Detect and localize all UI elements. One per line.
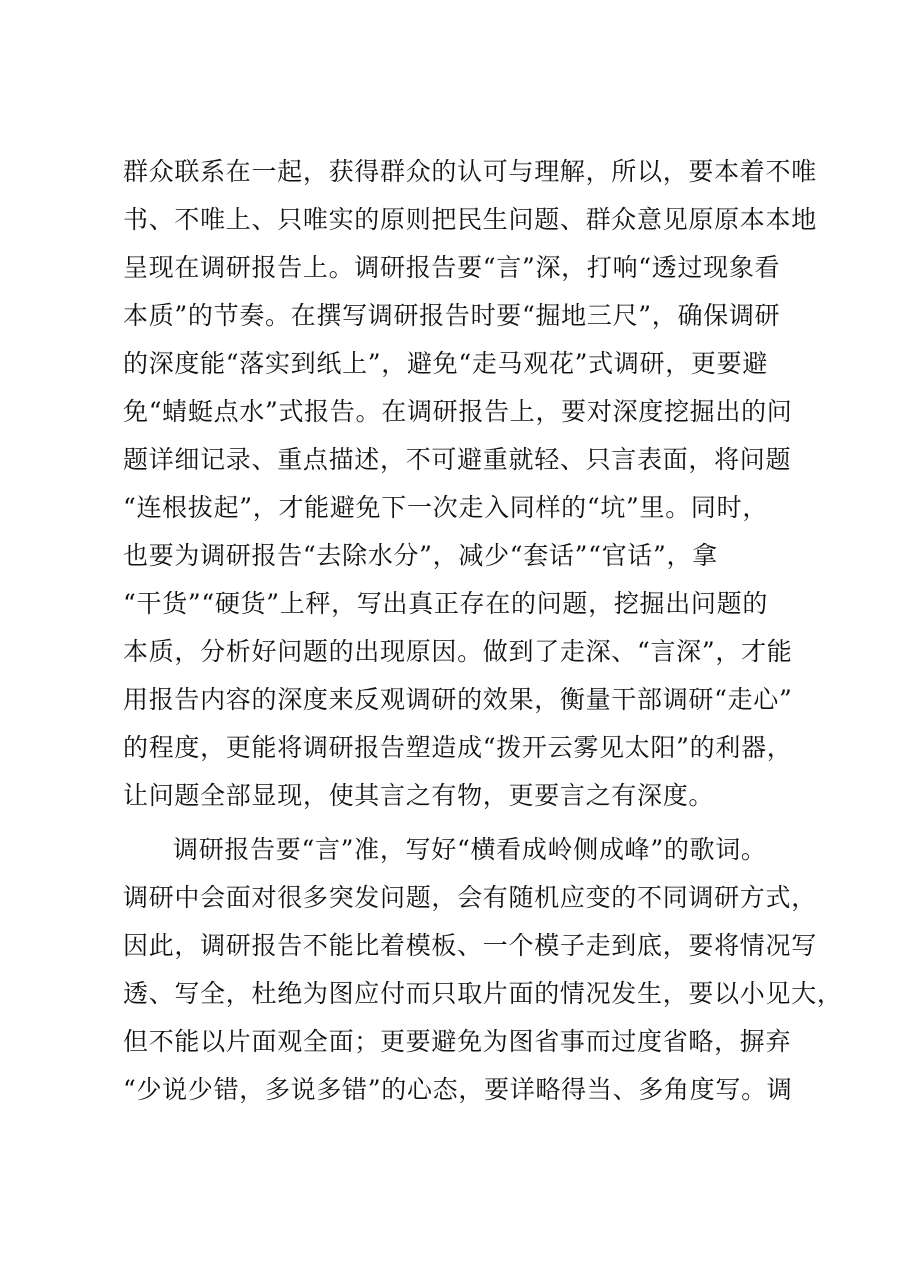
paragraph-1-line: 的程度，更能将调研报告塑造成“拨开云雾见太阳”的利器， bbox=[123, 733, 793, 762]
paragraph-1-line: “干货”“硬货”上秤，写出真正存在的问题，挖掘出问题的 bbox=[123, 589, 769, 618]
paragraph-1 bbox=[123, 148, 817, 820]
document-body bbox=[123, 148, 843, 1114]
paragraph-1-line: “连根拔起”，才能避免下一次走入同样的“坑”里。同时， bbox=[123, 493, 769, 522]
paragraph-1-line: 题详细记录、重点描述，不可避重就轻、只言表面，将问题 bbox=[123, 445, 792, 474]
paragraph-2 bbox=[123, 826, 843, 1114]
paragraph-1-line: 群众联系在一起，获得群众的认可与理解，所以，要本着不唯 bbox=[123, 157, 817, 186]
paragraph-2-line: “少说少错，多说多错”的心态，要详略得当、多角度写。调 bbox=[123, 1075, 793, 1104]
paragraph-2-line: 调研中会面对很多突发问题，会有随机应变的不同调研方式， bbox=[123, 883, 817, 912]
paragraph-1-line: 让问题全部显现，使其言之有物，更要言之有深度。 bbox=[123, 781, 715, 810]
paragraph-2-line: 调研报告要“言”准，写好“横看成岭侧成峰”的歌词。 bbox=[173, 835, 767, 864]
paragraph-2-line: 但不能以片面观全面；更要避免为图省事而过度省略，摒弃 bbox=[123, 1027, 792, 1056]
paragraph-1-line: 用报告内容的深度来反观调研的效果，衡量干部调研“走心” bbox=[123, 685, 793, 714]
paragraph-1-line: 也要为调研报告“去除水分”，减少“套话”“官话”，拿 bbox=[123, 541, 718, 570]
paragraph-1-line: 书、不唯上、只唯实的原则把民生问题、群众意见原原本本地 bbox=[123, 205, 817, 234]
paragraph-1-line: 本质”的节奏。在撰写调研报告时要“掘地三尺”，确保调研 bbox=[123, 301, 781, 330]
paragraph-1-line: 本质，分析好问题的出现原因。做到了走深、“言深”，才能 bbox=[123, 637, 793, 666]
paragraph-1-line: 免“蜻蜓点水”式报告。在调研报告上，要对深度挖掘出的问 bbox=[123, 397, 793, 426]
paragraph-2-line: 透、写全，杜绝为图应付而只取片面的情况发生，要以小见大， bbox=[123, 979, 843, 1008]
paragraph-2-line: 因此，调研报告不能比着模板、一个模子走到底，要将情况写 bbox=[123, 931, 817, 960]
paragraph-1-line: 呈现在调研报告上。调研报告要“言”深，打响“透过现象看 bbox=[123, 253, 781, 282]
paragraph-1-line: 的深度能“落实到纸上”，避免“走马观花”式调研，更要避 bbox=[123, 349, 769, 378]
